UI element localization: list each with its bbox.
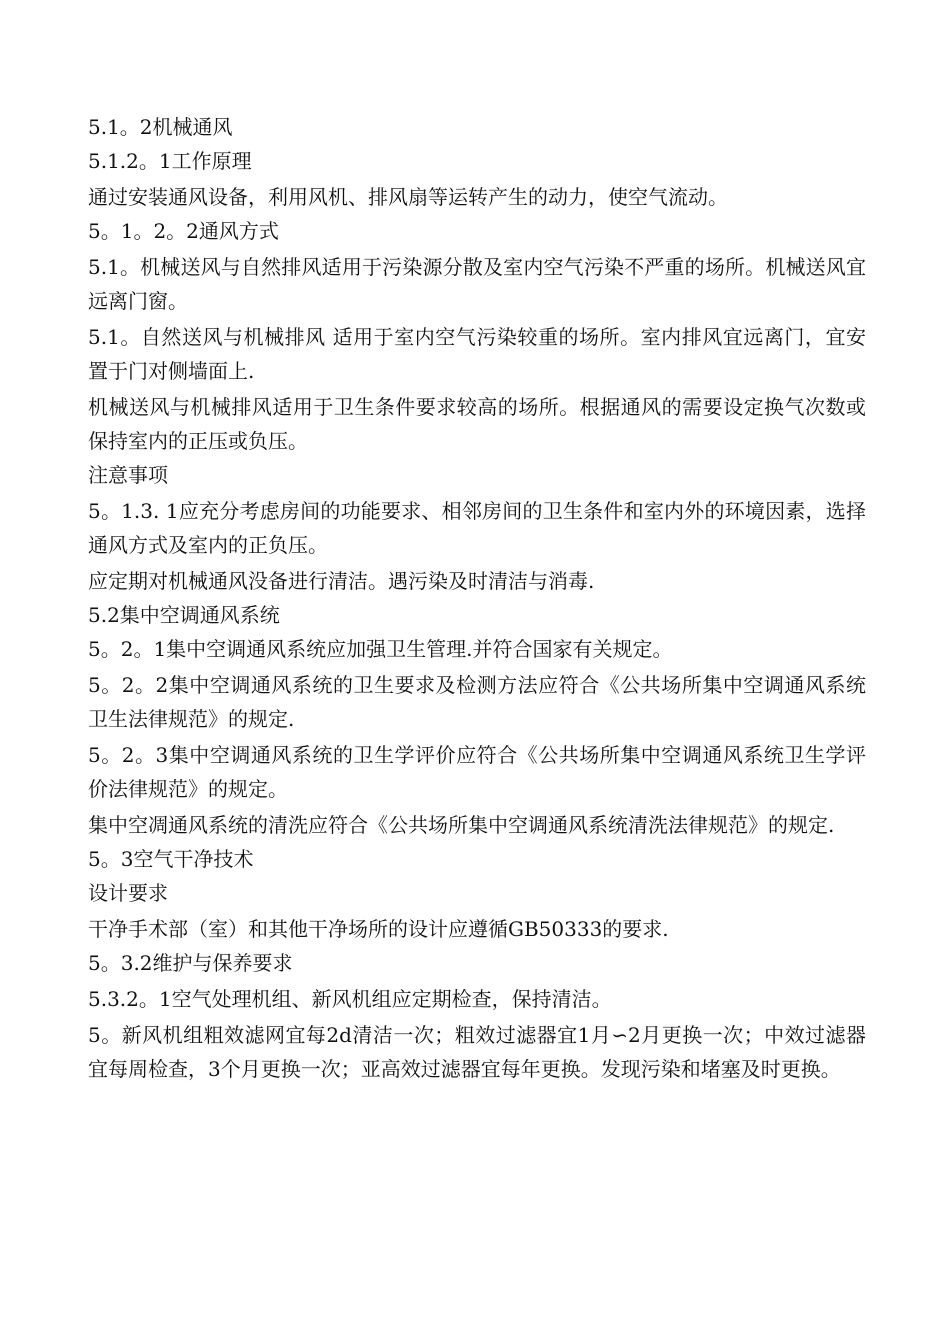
paragraph-central-ac-2: 5。2。2集中空调通风系统的卫生要求及检测方法应符合《公共场所集中空调通风系统卫生法律规范》的规定. — [88, 673, 866, 731]
paragraph-precaution-1: 5。1.3. 1应充分考虑房间的功能要求、相邻房间的卫生条件和室内外的环境因素，选择通风方式及室内的正负压。 — [88, 499, 866, 557]
document-body — [88, 110, 866, 1086]
paragraph-design-requirements: 干净手术部（室）和其他干净场所的设计应遵循GB50333的要求. — [88, 917, 669, 941]
heading-maintenance: 5。3.2维护与保养要求 — [88, 951, 293, 975]
paragraph-mode-3: 机械送风与机械排风适用于卫生条件要求较高的场所。根据通风的需要设定换气次数或保持室内的正压或负压。 — [88, 395, 866, 453]
paragraph-principle: 通过安装通风设备，利用风机、排风扇等运转产生的动力，使空气流动。 — [88, 185, 728, 209]
paragraph-mode-2: 5.1。自然送风与机械排风 适用于室内空气污染较重的场所。室内排风宜远离门，宜安置于门对侧墙面上. — [88, 325, 866, 383]
paragraph-central-ac-3: 5。2。3集中空调通风系统的卫生学评价应符合《公共场所集中空调通风系统卫生学评价法律规范》的规定。 — [88, 743, 866, 801]
paragraph-mode-1: 5.1。机械送风与自然排风适用于污染源分散及室内空气污染不严重的场所。机械送风宜远离门窗。 — [88, 255, 866, 313]
heading-design-requirements: 设计要求 — [88, 881, 168, 905]
paragraph-maintenance-2: 5。新风机组粗效滤网宜每2d清洁一次；粗效过滤器宜1月∽2月更换一次；中效过滤器宜每周检查，3个月更换一次；亚高效过滤器宜每年更换。发现污染和堵塞及时更换。 — [88, 1023, 866, 1081]
heading-central-ac: 5.2集中空调通风系统 — [88, 603, 280, 627]
heading-air-cleaning: 5。3空气干净技术 — [88, 847, 254, 871]
heading-working-principle: 5.1.2。1工作原理 — [88, 149, 252, 173]
heading-ventilation-modes: 5。1。2。2通风方式 — [88, 219, 279, 243]
heading-precautions: 注意事项 — [88, 463, 168, 487]
heading-mechanical-ventilation: 5.1。2机械通风 — [88, 115, 233, 139]
paragraph-maintenance-1: 5.3.2。1空气处理机组、新风机组应定期检查，保持清洁。 — [88, 987, 612, 1011]
paragraph-precaution-2: 应定期对机械通风没备进行清洁。遇污染及时清洁与消毒. — [88, 569, 595, 593]
paragraph-central-ac-4: 集中空凋通风系统的清洗应符合《公共场所集中空调通风系统清洗法律规范》的规定. — [88, 813, 835, 837]
paragraph-central-ac-1: 5。2。1集中空调通风系统应加强卫生管理.并符合国家有关规定。 — [88, 637, 673, 661]
